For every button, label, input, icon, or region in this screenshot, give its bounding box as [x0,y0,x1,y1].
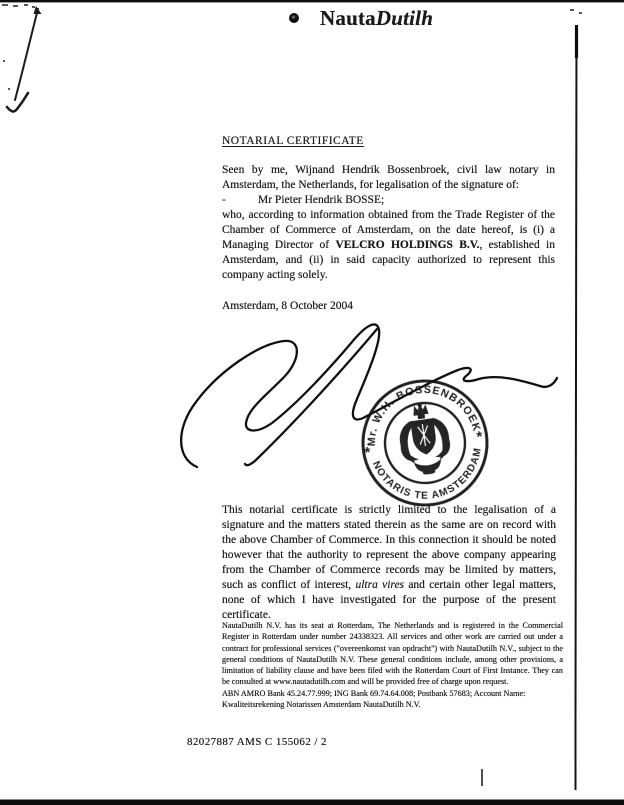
seal-bottom-text: NOTARIS TE AMSTERDAM [369,446,484,502]
logo-word-nauta: Nauta [320,6,376,30]
signatory-name: Mr Pieter Hendrik BOSSE; [258,194,385,206]
smallprint-general-conditions: NautaDutilh N.V. has its seat at Rotterdam, The Netherlands and is registered in the Commercial Register in Rotterdam under number 24338323. All services and other work are carried out under a contract for professional services ("overeenkomst van opdracht") with NautaDutilh N.V., subject to the general conditions of NautaDutilh N.V. These general conditions include, among other provisions, a limitation of liability clause and have been filed with the Rotterdam Court of First Instance. They can be consulted at www.nautadutilh.com and will be provided free of charge upon request. [222,621,563,687]
seal-coat-of-arms-icon [395,400,453,477]
latin-phrase: ultra vires [355,579,405,591]
intro-lead: Seen by me, Wijnand Hendrik Bossenbroek, civil law notary in Amsterdam, the Netherlands, for legalisation of the signature of: [222,164,555,191]
notary-seal-stamp [347,365,503,521]
file-reference-number: 82027887 AMS C 155062 / 2 [187,736,327,748]
seal-star-right: * [475,428,484,446]
scan-top-border [0,0,624,2]
smallprint-bank-details: ABN AMRO Bank 45.24.77.999; ING Bank 69.74.64.008; Postbank 57683; Account Name: Kwaliteitsrekening Notarissen Amsterdam NautaDutilh N.V. [222,688,526,710]
logo-wordmark [320,7,433,29]
intro-paragraph [222,163,555,283]
pen-mark-top-left [7,6,42,111]
list-dash: - [222,194,226,206]
scan-fold-line [575,25,576,790]
logo-word-dutilh: Dutilh [375,6,434,30]
seal-star-left: * [363,443,372,462]
intro-continuation-pre: who, according to information obtained from the Trade Register of the Chamber of Commerce of Amsterdam, on the date hereof, is (i) a Managing Director of [222,209,555,251]
document-title: NOTARIAL CERTIFICATE [222,135,364,147]
smallprint-footer [222,620,563,710]
closing-post: and certain other legal matters, none of which I have investigated for the purpose of the present certificate. [222,579,557,621]
place-date-line: Amsterdam, 8 October 2004 [222,300,353,312]
closing-pre: This notarial certificate is strictly limited to the legalisation of a signature and the matters stated therein as the same are on record with the above Chamber of Commerce. In this connection it should be noted however that the authority to represent the above company appearing from the Chamber of Commerce records may be limited by matters, such as conflict of interest, [222,504,556,591]
closing-paragraph [222,503,556,623]
intro-continuation-post: , established in Amsterdam, and (ii) in said capacity authorized to represent this company acting solely. [222,239,556,281]
scan-bottom-border [0,800,624,805]
seal-top-text: Mr. W.H. BOSSENBROEK [365,383,483,447]
letterhead-logo [289,7,433,29]
logo-dot-icon [289,13,299,23]
company-name: VELCRO HOLDINGS B.V. [335,239,480,251]
